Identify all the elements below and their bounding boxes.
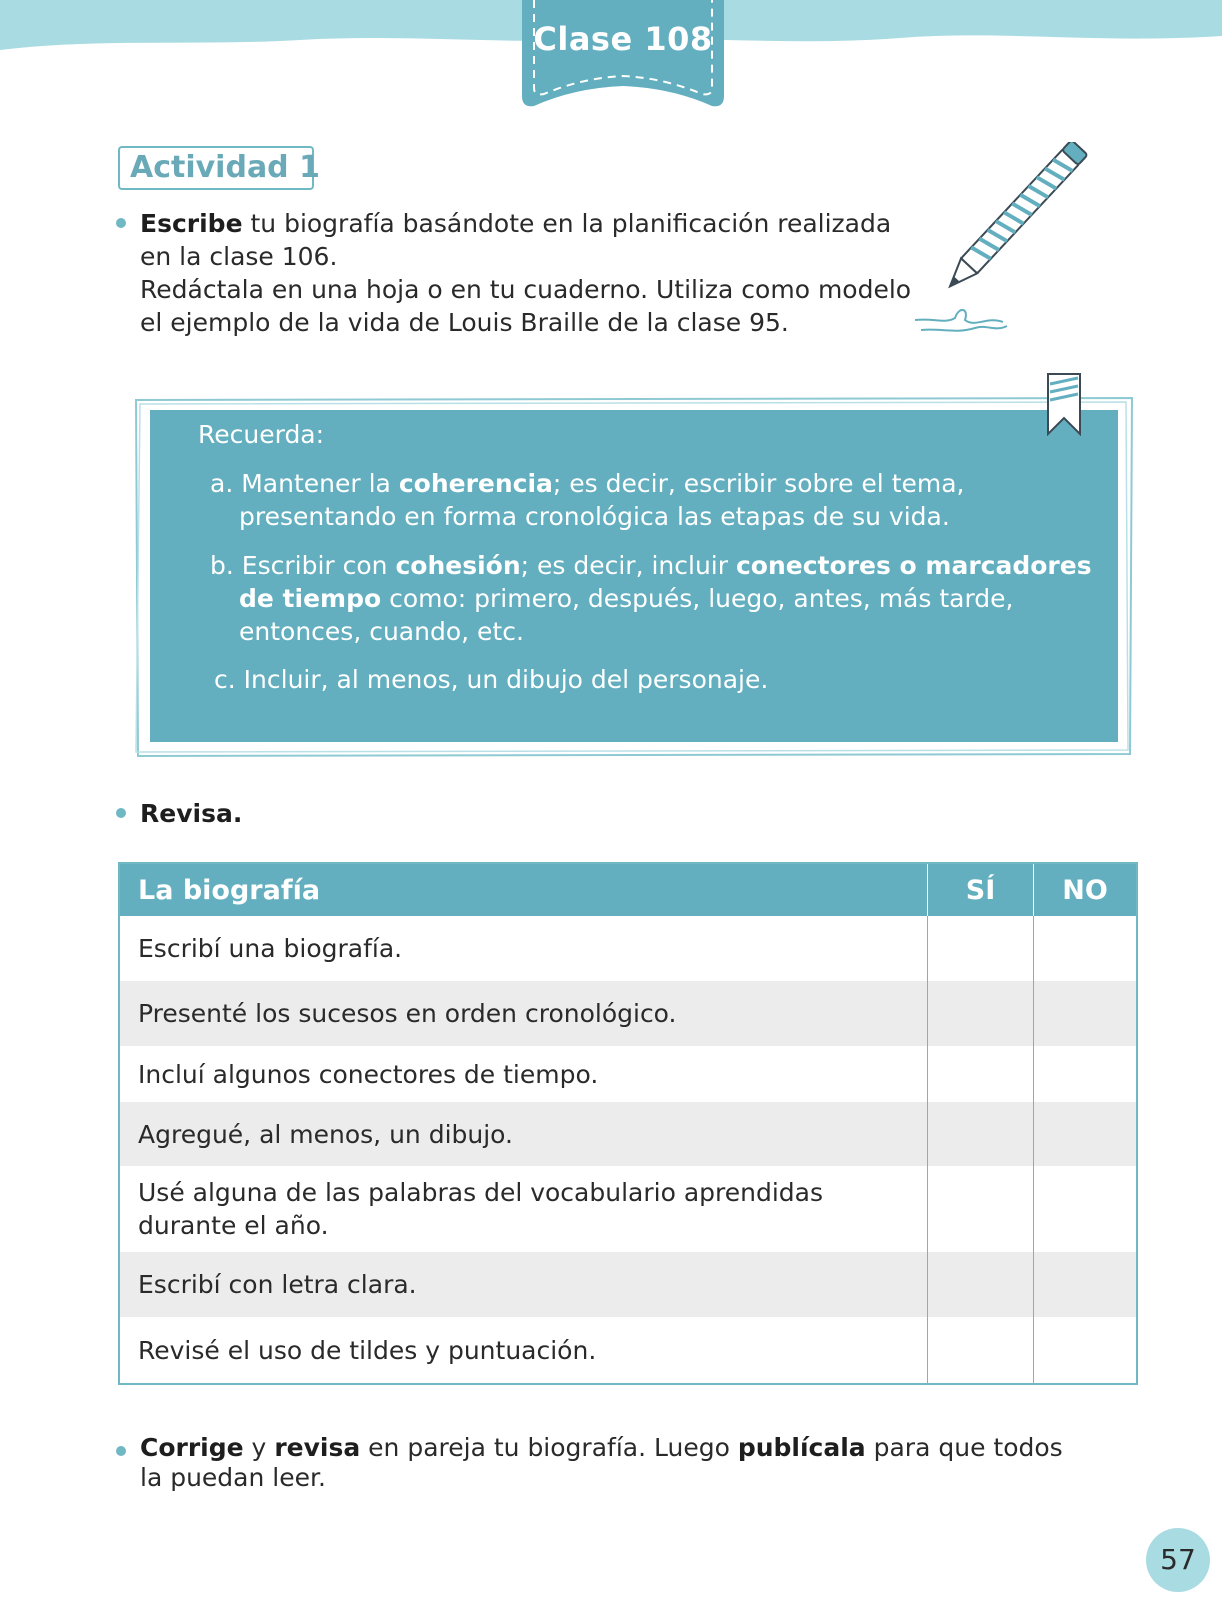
item-b-bold3: de tiempo bbox=[239, 584, 382, 613]
row-text: Escribí una biografía. bbox=[138, 934, 403, 963]
si-cell[interactable] bbox=[928, 981, 1034, 1046]
table-row bbox=[120, 1102, 1136, 1166]
row-text-line2: durante el año. bbox=[138, 1211, 329, 1240]
remember-item-c bbox=[214, 663, 768, 696]
review-label: Revisa. bbox=[140, 799, 243, 828]
table-row bbox=[120, 916, 1136, 981]
table-row bbox=[120, 981, 1136, 1046]
remember-item-b bbox=[210, 549, 1092, 648]
closing-t1: y bbox=[243, 1433, 275, 1462]
no-cell[interactable] bbox=[1034, 916, 1136, 981]
closing-line2: la puedan leer. bbox=[140, 1463, 326, 1492]
no-cell[interactable] bbox=[1034, 1252, 1136, 1317]
instruction-line4: el ejemplo de la vida de Louis Braille de la clase 95. bbox=[140, 308, 789, 337]
header-no: NO bbox=[1062, 874, 1108, 906]
row-text: Escribí con letra clara. bbox=[138, 1270, 417, 1299]
no-cell[interactable] bbox=[1034, 981, 1136, 1046]
header-biografia: La biografía bbox=[120, 864, 928, 916]
si-cell[interactable] bbox=[928, 1317, 1034, 1383]
item-c-label: c. bbox=[214, 665, 236, 694]
checklist-table bbox=[118, 862, 1138, 1385]
si-cell[interactable] bbox=[928, 1102, 1034, 1166]
si-cell[interactable] bbox=[928, 1166, 1034, 1252]
no-cell[interactable] bbox=[1034, 1102, 1136, 1166]
bullet-dot bbox=[116, 218, 126, 228]
closing-bold2: revisa bbox=[274, 1433, 361, 1462]
closing-bold3: publícala bbox=[737, 1433, 866, 1462]
item-b-pre: Escribir con bbox=[241, 551, 396, 580]
row-text: Presenté los sucesos en orden cronológico. bbox=[138, 999, 677, 1028]
header-si: SÍ bbox=[928, 864, 1034, 916]
item-b-mid: ; es decir, incluir bbox=[520, 551, 736, 580]
bullet-dot bbox=[116, 1446, 126, 1456]
instruction-line3: Redáctala en una hoja o en tu cuaderno. Utiliza como modelo bbox=[140, 275, 912, 304]
item-b-line3: entonces, cuando, etc. bbox=[239, 617, 524, 646]
closing-t3: para que todos bbox=[865, 1433, 1063, 1462]
si-cell[interactable] bbox=[928, 1252, 1034, 1317]
pencil-icon bbox=[915, 142, 1095, 352]
remember-title: Recuerda: bbox=[198, 420, 325, 449]
item-a-post: ; es decir, escribir sobre el tema, bbox=[552, 469, 965, 498]
instruction-line1: tu biografía basándote en la planificación realizada bbox=[242, 209, 892, 238]
row-text: Revisé el uso de tildes y puntuación. bbox=[138, 1335, 597, 1365]
checklist-header bbox=[120, 864, 1136, 916]
no-cell[interactable] bbox=[1034, 1046, 1136, 1102]
closing-bold1: Corrige bbox=[140, 1433, 244, 1462]
si-cell[interactable] bbox=[928, 916, 1034, 981]
row-text: Usé alguna de las palabras del vocabulario aprendidas bbox=[138, 1178, 823, 1207]
no-cell[interactable] bbox=[1034, 1317, 1136, 1383]
item-a-label: a. bbox=[210, 469, 234, 498]
table-row bbox=[120, 1166, 1136, 1252]
instruction-bold: Escribe bbox=[140, 209, 243, 238]
instruction-text bbox=[140, 207, 911, 339]
row-text: Agregué, al menos, un dibujo. bbox=[138, 1119, 513, 1149]
item-b-bold1: cohesión bbox=[395, 551, 521, 580]
item-a-line2: presentando en forma cronológica las etapas de su vida. bbox=[239, 502, 950, 531]
bullet-dot bbox=[116, 808, 126, 818]
item-b-bold2: conectores o marcadores bbox=[735, 551, 1092, 580]
item-a-bold: coherencia bbox=[398, 469, 553, 498]
row-text: Incluí algunos conectores de tiempo. bbox=[138, 1059, 599, 1089]
bookmark-icon bbox=[1044, 372, 1084, 436]
item-c-text: Incluir, al menos, un dibujo del personaje. bbox=[243, 665, 769, 694]
activity-title: Actividad 1 bbox=[130, 150, 320, 185]
item-a-pre: Mantener la bbox=[241, 469, 399, 498]
si-cell[interactable] bbox=[928, 1046, 1034, 1102]
table-row bbox=[120, 1317, 1136, 1383]
page-number: 57 bbox=[1160, 1543, 1196, 1576]
no-cell[interactable] bbox=[1034, 1166, 1136, 1252]
closing-t2: en pareja tu biografía. Luego bbox=[360, 1433, 738, 1462]
item-b-label: b. bbox=[210, 551, 234, 580]
instruction-line2: en la clase 106. bbox=[140, 242, 338, 271]
table-row bbox=[120, 1046, 1136, 1102]
class-title: Clase 108 bbox=[533, 20, 713, 58]
closing-text bbox=[140, 1433, 1063, 1493]
item-b-post2: como: primero, después, luego, antes, más tarde, bbox=[381, 584, 1014, 613]
remember-item-a bbox=[210, 467, 965, 533]
table-row bbox=[120, 1252, 1136, 1317]
